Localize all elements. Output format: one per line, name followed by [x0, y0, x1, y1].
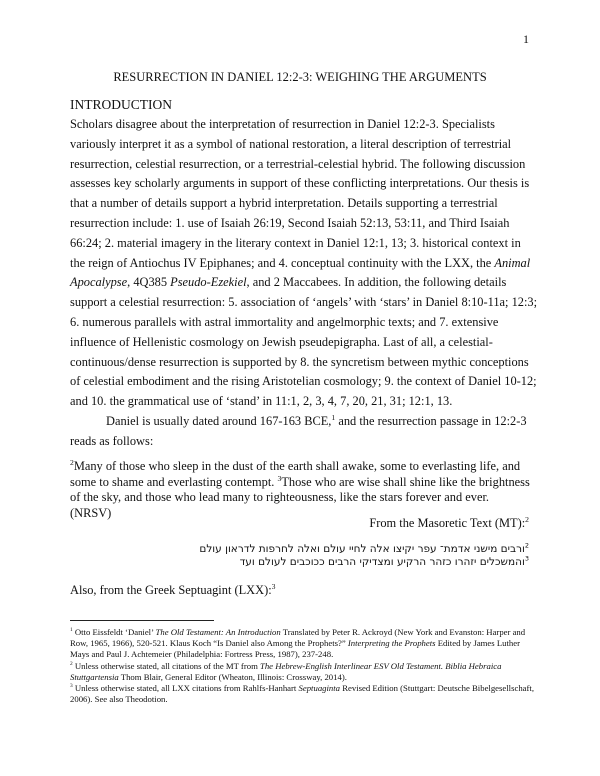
footnote-ref-1[interactable]: 1 — [331, 412, 336, 422]
lxx-label: Also, from the Greek Septuagint (LXX):$^3$ — [70, 581, 276, 597]
section-heading: INTRODUCTION — [70, 97, 172, 112]
hebrew-verse-2: $^2$ורבים מישני אדמת־ עפר יקיצו אלה לחיי עולם ואלה לחרפות לדראון עולם — [199, 541, 529, 555]
footnote-ref-2[interactable]: 2 — [525, 514, 529, 524]
verse-number-3: 3 — [277, 473, 282, 483]
hebrew-verse-3: $^3$והמשכלים יזהרו כזהר הרקיע ומצדיקי הרבים ככוכבים לעולם ועד — [239, 554, 529, 568]
paper-title: RESURRECTION IN DANIEL 12:2-3: WEIGHING THE ARGUMENTS — [113, 70, 487, 84]
footnote-3: $^3$ Unless otherwise stated, all LXX citations from Rahlfs-Hanhart Septuaginta Revised Edition (Stuttgart: Deutsche Bibelgesellschaft, 2006). See also Theodotion. — [70, 683, 535, 705]
animal-apocalypse-title: Animal Apocalypse — [70, 255, 531, 290]
pseudo-ezekiel-title: Pseudo-Ezekiel — [170, 275, 247, 290]
footnotes — [70, 627, 536, 705]
body-text — [70, 115, 538, 452]
paragraph-dating: Daniel is usually dated around 167-163 BCE,$^1$ and the resurrection passage in 12:2-3 reads as follows: — [70, 412, 527, 448]
footnote-1: $^1$ Otto Eissfeldt ‘Daniel’ The Old Testament: An Introduction Translated by Peter R. Ackroyd (New York and Evanston: Harper and Row, 1965, 1966), 520-521. Klaus Koch “Is Daniel also Among the Prophets?” Interpreting the Prophets Edited by James Luther Mays and Paul J. Achtemeier (Philadelphia: Fortress Press, 1987), 237-248. — [70, 627, 526, 660]
verse-number-2: 2 — [70, 457, 74, 467]
footnote-divider — [70, 620, 214, 621]
mt-label: From the Masoretic Text (MT):$^2$ — [369, 514, 529, 530]
page-number: 1 — [523, 32, 529, 46]
hebrew-text — [199, 543, 529, 569]
paragraph-intro: Scholars disagree about the interpretation of resurrection in Daniel 12:2-3. Specialists variously interpret it as a symbol of national restoration, a literal description of terrestrial resurrection, celestial resurrection, or a terrestrial-celestial hybrid. The following discussion assesses key scholarly arguments in support of these conflicting interpretations. Our thesis is that a number of details support a hybrid interpretation. Details supporting a terrestrial resurrection include: 1. use of Isaiah 26:19, Second Isaiah 52:13, 53:11, and Third Isaiah 66:24; 2. material imagery in the literary context in Daniel 12:1, 13; 3. historical context in the reign of Antiochus IV Epiphanes; and 4. conceptual continuity with the LXX, the Animal Apocalypse, 4Q385 Pseudo-Ezekiel, and 2 Maccabees. In addition, the following details support a celestial resurrection: 5. association of ‘angels’ with ‘stars’ in Daniel 8:10-11a; 12:3; 6. numerous parallels with astral immortality and angelmorphic texts; and 7. extensive influence of Hellenistic cosmology on Jewish pseudepigrapha. Last of all, a celestial-continuous/dense resurrection is supported by 8. the syncretism between mythic conceptions of celestial embodiment and the rising Aristotelian cosmology; 9. the context of Daniel 10-12; and 10. the grammatical use of ‘stand’ in 11:1, 2, 3, 4, 7, 20, 21, 31; 12:1, 13. — [70, 117, 538, 409]
nrsv-quote: $^2$Many of those who sleep in the dust of the earth shall awake, some to everlasting life, and some to shame and everlasting contempt. $^3$Those who are wise shall shine like the brightness of the sky, and those who lead many to righteousness, like the stars forever and ever. (NRSV) — [70, 457, 530, 520]
footnote-2: $^2$ Unless otherwise stated, all citations of the MT from The Hebrew-English Interlinear ESV Old Testament. Biblia Hebraica Stuttgartensia Thom Blair, General Editor (Wheaton, Illinois: Crossway, 2014). — [70, 660, 502, 682]
footnote-ref-3[interactable]: 3 — [271, 581, 276, 591]
